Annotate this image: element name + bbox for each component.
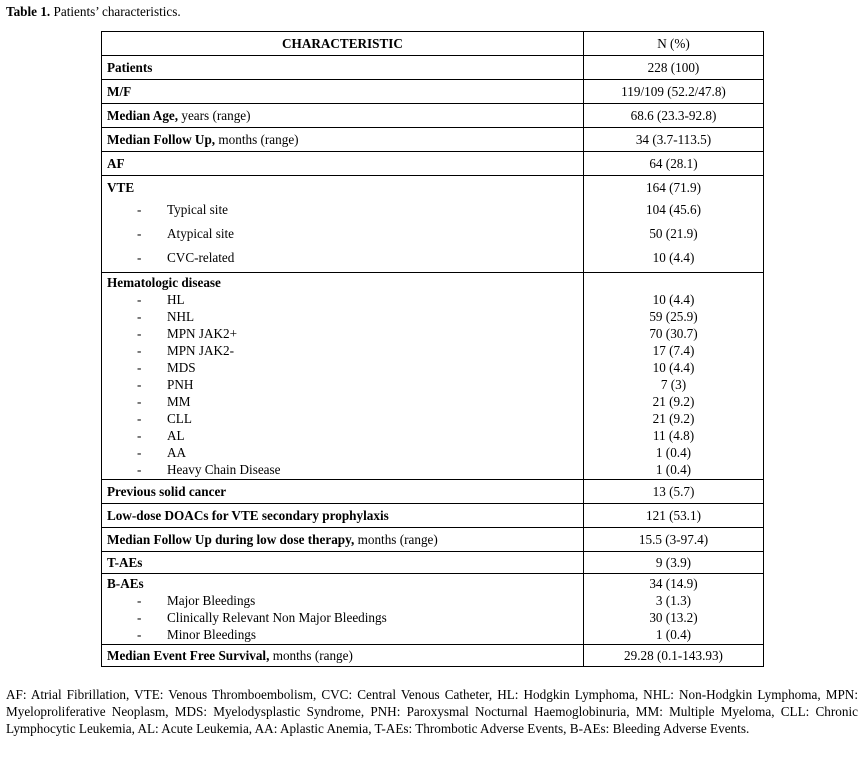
item-value: 1 (0.4)	[655, 445, 692, 460]
list-item	[107, 376, 578, 393]
row-value: 64 (28.1)	[584, 152, 764, 176]
item-value: 17 (7.4)	[652, 343, 695, 358]
list-item	[107, 427, 578, 444]
list-item	[107, 592, 578, 609]
item-value: 70 (30.7)	[649, 326, 698, 341]
item-label: Minor Bleedings	[167, 627, 257, 642]
header-characteristic: CHARACTERISTIC	[102, 32, 584, 56]
caption-text: Patients’ characteristics.	[53, 4, 181, 19]
row-value: 34 (14.9)	[649, 576, 698, 591]
dash-marker: -	[137, 610, 142, 625]
row-value: 15.5 (3-97.4)	[584, 528, 764, 552]
table-row	[102, 480, 764, 504]
dash-marker: -	[137, 360, 142, 375]
row-label-suffix: years (range)	[178, 108, 251, 123]
row-label: Hematologic disease	[107, 275, 221, 290]
dash-marker: -	[137, 462, 142, 477]
dash-marker: -	[137, 250, 142, 265]
table-row	[102, 104, 764, 128]
dash-marker: -	[137, 292, 142, 307]
table-row-baes	[102, 574, 764, 645]
row-label: Low-dose DOACs for VTE secondary prophylaxis	[102, 504, 584, 528]
row-label-suffix: months (range)	[354, 532, 438, 547]
item-value: 50 (21.9)	[649, 226, 698, 241]
dash-marker: -	[137, 428, 142, 443]
table-row	[102, 80, 764, 104]
item-label: Atypical site	[167, 226, 235, 241]
caption-label: Table 1.	[6, 4, 51, 19]
row-value: 119/109 (52.2/47.8)	[584, 80, 764, 104]
table-row-vte	[102, 176, 764, 273]
item-label: Clinically Relevant Non Major Bleedings	[167, 610, 387, 625]
row-label	[102, 528, 584, 552]
item-value: 3 (1.3)	[655, 593, 692, 608]
row-label: AF	[102, 152, 584, 176]
dash-marker: -	[137, 445, 142, 460]
item-value: 21 (9.2)	[652, 394, 695, 409]
dash-marker: -	[137, 394, 142, 409]
row-value: 13 (5.7)	[584, 480, 764, 504]
row-label-bold: Median Follow Up during low dose therapy,	[107, 532, 355, 547]
row-label: VTE	[107, 180, 135, 195]
list-item	[107, 222, 578, 246]
item-label: AA	[167, 445, 187, 460]
item-label: Typical site	[167, 202, 228, 217]
item-label: Major Bleedings	[167, 593, 256, 608]
item-value: 30 (13.2)	[649, 610, 698, 625]
baes-labels	[102, 574, 584, 645]
item-label: MPN JAK2-	[167, 343, 235, 358]
row-label-bold: Median Age,	[107, 108, 179, 123]
item-label: MM	[167, 394, 191, 409]
list-item	[107, 246, 578, 270]
list-item	[107, 444, 578, 461]
item-label: MDS	[167, 360, 196, 375]
row-label: Patients	[102, 56, 584, 80]
row-label	[102, 645, 584, 667]
row-value: 9 (3.9)	[584, 552, 764, 574]
characteristics-table	[101, 31, 764, 667]
row-label: Previous solid cancer	[102, 480, 584, 504]
row-value-empty	[589, 274, 758, 291]
list-item	[107, 342, 578, 359]
dash-marker: -	[137, 226, 142, 241]
list-item	[107, 359, 578, 376]
item-label: MPN JAK2+	[167, 326, 238, 341]
list-item	[107, 410, 578, 427]
list-item	[107, 325, 578, 342]
row-value: 228 (100)	[584, 56, 764, 80]
dash-marker: -	[137, 326, 142, 341]
table-row	[102, 128, 764, 152]
item-label: CVC-related	[167, 250, 235, 265]
heme-labels	[102, 273, 584, 480]
row-label-suffix: months (range)	[215, 132, 299, 147]
row-label: T-AEs	[102, 552, 584, 574]
row-label-suffix: months (range)	[269, 648, 353, 663]
item-label: Heavy Chain Disease	[167, 462, 281, 477]
dash-marker: -	[137, 627, 142, 642]
dash-marker: -	[137, 309, 142, 324]
table-row-hematologic	[102, 273, 764, 480]
item-value: 1 (0.4)	[655, 627, 692, 642]
dash-marker: -	[137, 202, 142, 217]
dash-marker: -	[137, 593, 142, 608]
row-value: 121 (53.1)	[584, 504, 764, 528]
item-value: 104 (45.6)	[646, 202, 701, 217]
row-value: 29.28 (0.1-143.93)	[584, 645, 764, 667]
row-label-bold: Median Event Free Survival,	[107, 648, 270, 663]
list-item	[107, 626, 578, 643]
row-label-bold: Median Follow Up,	[107, 132, 216, 147]
list-item	[107, 393, 578, 410]
baes-values	[584, 574, 764, 645]
row-label	[102, 128, 584, 152]
row-label	[102, 104, 584, 128]
table-caption	[6, 4, 181, 20]
list-item	[107, 198, 578, 222]
item-label: AL	[167, 428, 185, 443]
table-row	[102, 56, 764, 80]
item-value: 11 (4.8)	[652, 428, 695, 443]
table-row	[102, 504, 764, 528]
table-row	[102, 645, 764, 667]
item-value: 10 (4.4)	[652, 360, 695, 375]
list-item	[107, 461, 578, 478]
header-n-percent: N (%)	[584, 32, 764, 56]
table-row	[102, 528, 764, 552]
item-value: 10 (4.4)	[652, 250, 695, 265]
row-value: 34 (3.7-113.5)	[584, 128, 764, 152]
dash-marker: -	[137, 377, 142, 392]
item-value: 1 (0.4)	[655, 462, 692, 477]
table-row	[102, 552, 764, 574]
abbreviations-footnote: AF: Atrial Fibrillation, VTE: Venous Thromboembolism, CVC: Central Venous Catheter, HL: Hodgkin Lymphoma, NHL: Non-Hodgkin Lymphoma, MPN: Myeloproliferative Neoplasm, MDS: Myelodysplastic Syndrome, PNH: Paroxysmal Nocturnal Haemoglobinuria, MM: Multiple Myeloma, CLL: Chronic Lymphocytic Leukemia, AL: Acute Leukemia, AA: Aplastic Anemia, T-AEs: Thrombotic Adverse Events, B-AEs: Bleeding Adverse Events.	[6, 687, 858, 736]
heme-values	[584, 273, 764, 480]
item-value: 7 (3)	[660, 377, 687, 392]
list-item	[107, 291, 578, 308]
item-value: 59 (25.9)	[649, 309, 698, 324]
row-label: M/F	[102, 80, 584, 104]
row-label: B-AEs	[107, 576, 144, 591]
item-value: 10 (4.4)	[652, 292, 695, 307]
header-row	[102, 32, 764, 56]
row-value: 68.6 (23.3-92.8)	[584, 104, 764, 128]
dash-marker: -	[137, 411, 142, 426]
row-value: 164 (71.9)	[646, 180, 701, 195]
item-label: CLL	[167, 411, 192, 426]
table-row	[102, 152, 764, 176]
item-label: PNH	[167, 377, 194, 392]
vte-labels	[102, 176, 584, 273]
item-label: NHL	[167, 309, 195, 324]
list-item	[107, 308, 578, 325]
list-item	[107, 609, 578, 626]
dash-marker: -	[137, 343, 142, 358]
item-value: 21 (9.2)	[652, 411, 695, 426]
item-label: HL	[167, 292, 185, 307]
vte-values	[584, 176, 764, 273]
